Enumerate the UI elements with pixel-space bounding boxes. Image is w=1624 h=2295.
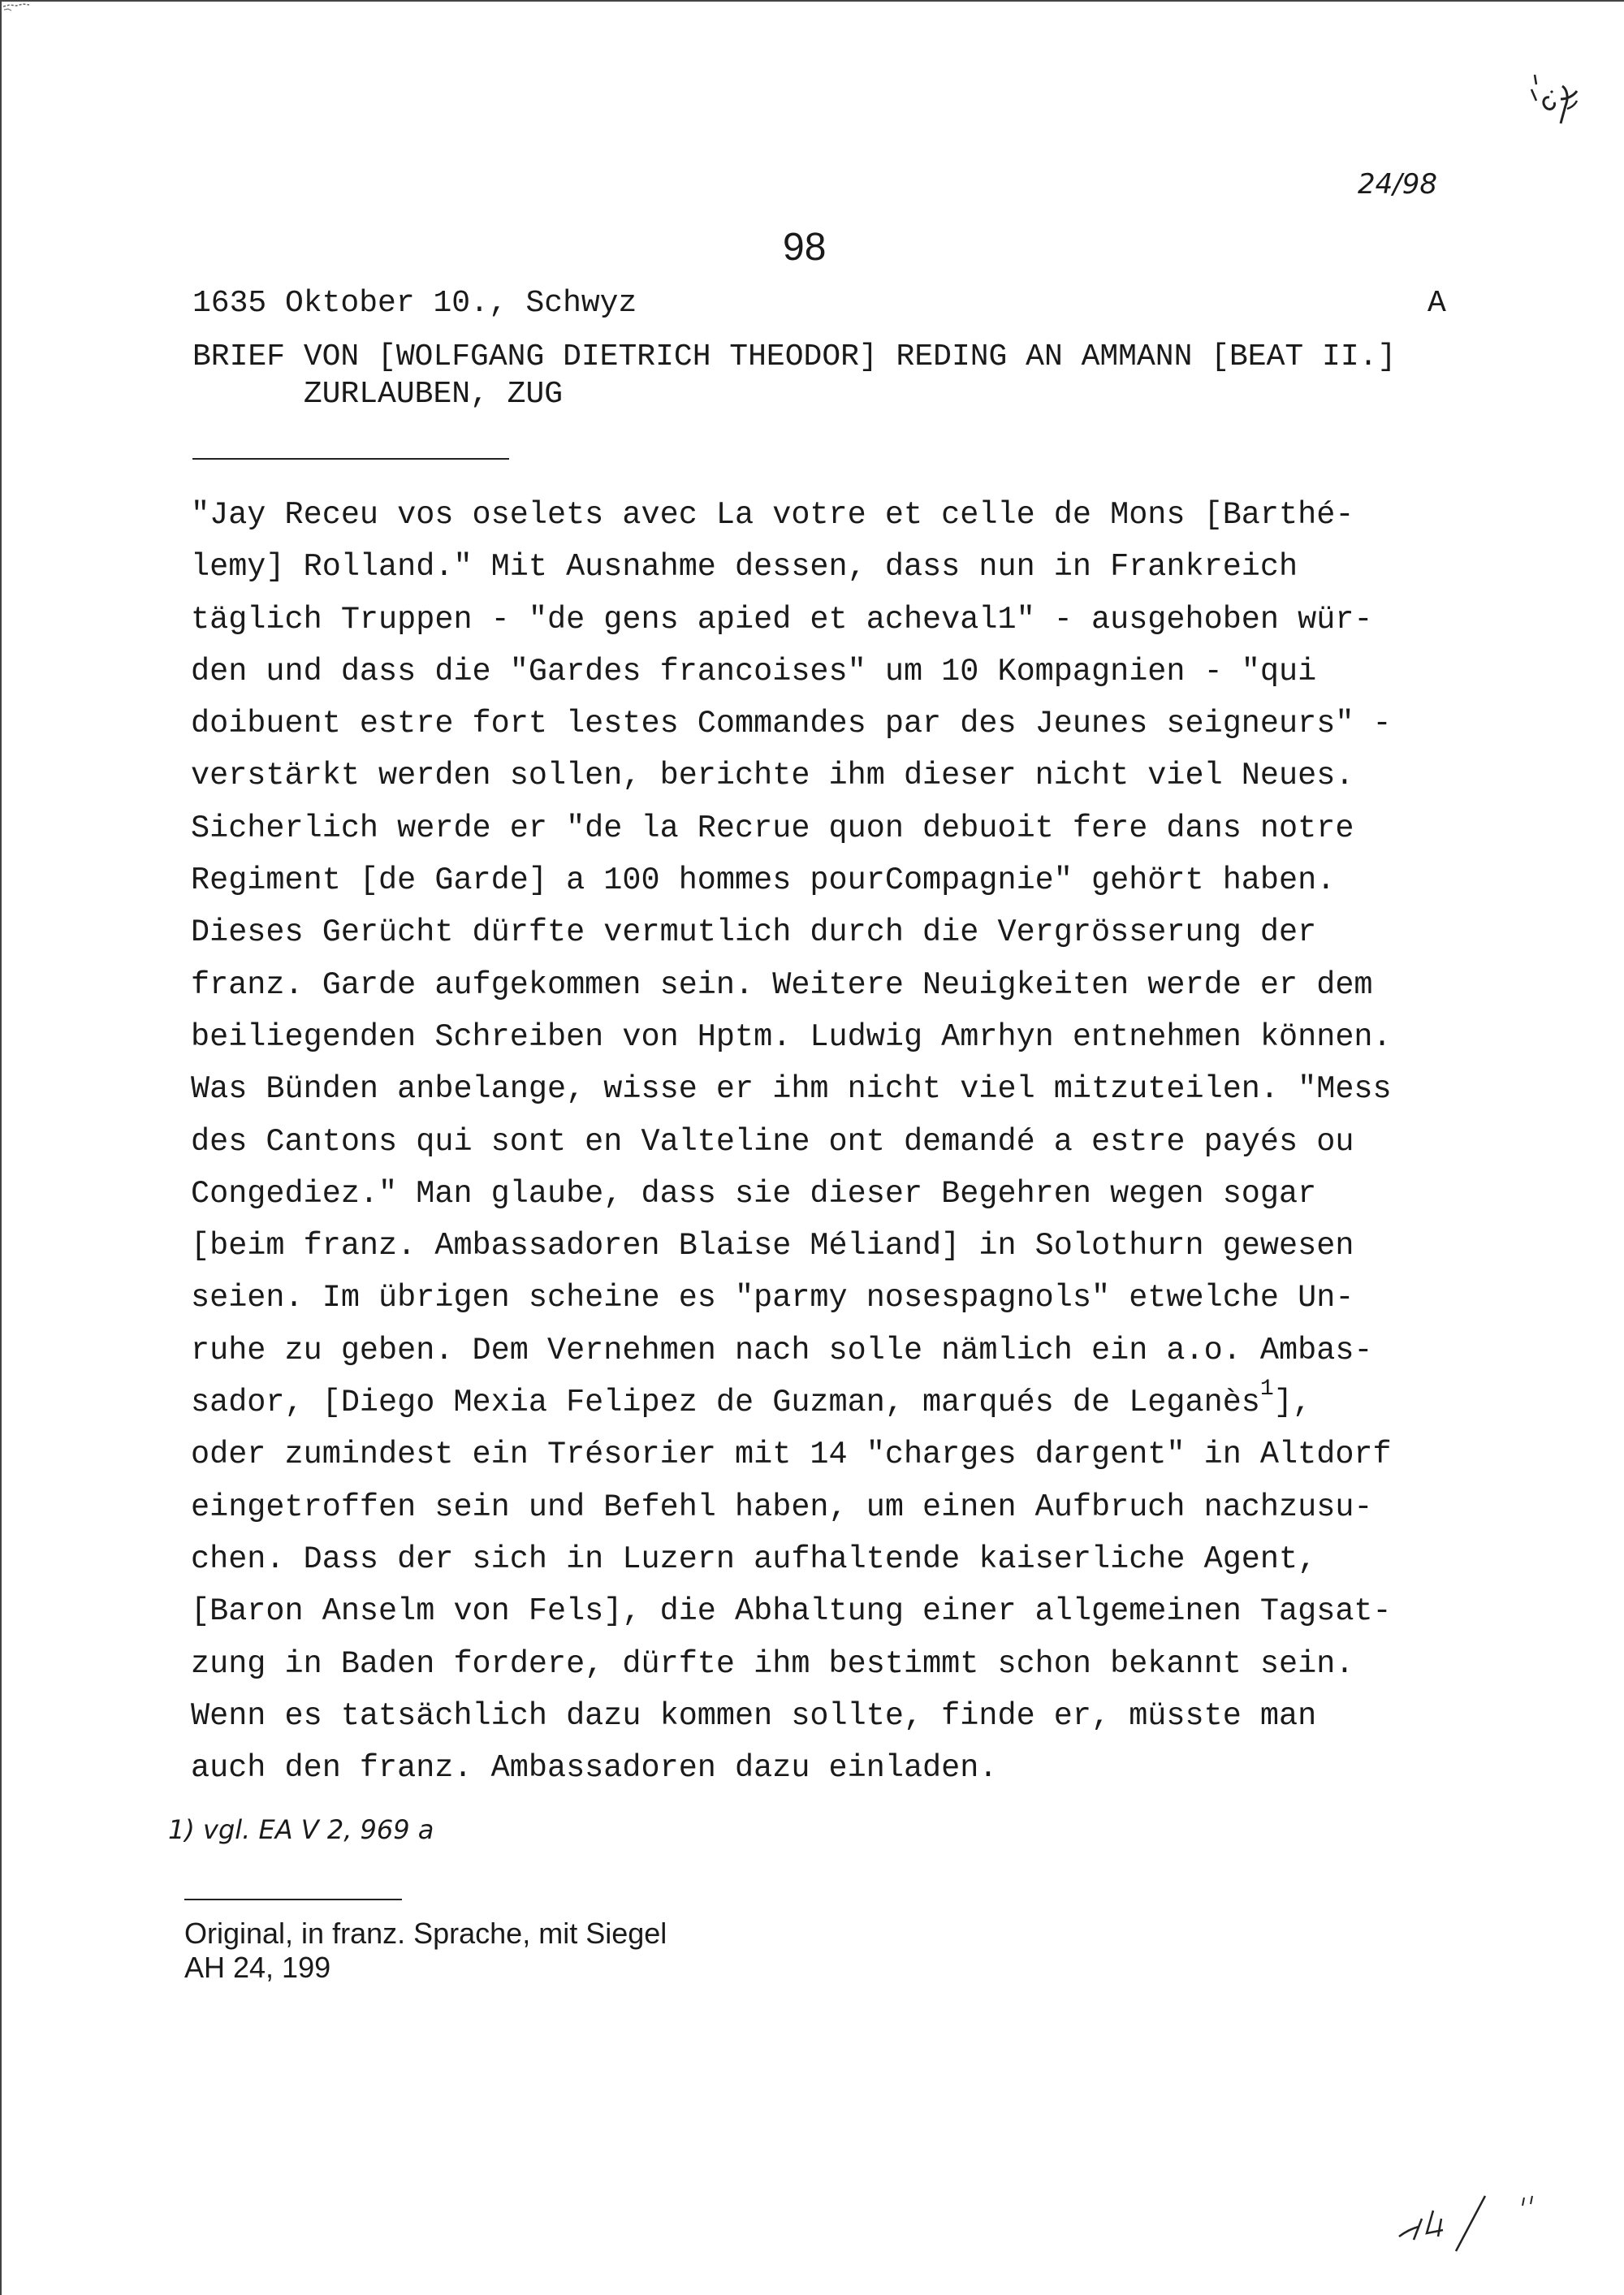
body-line: verstärkt werden sollen, berichte ihm dieser nicht viel Neues.	[191, 758, 1354, 794]
body-line: Was Bünden anbelange, wisse er ihm nicht viel mitzuteilen. "Mess	[191, 1071, 1392, 1108]
body-line: "Jay Receu vos oselets avec La votre et celle de Mons [Barthé-	[191, 497, 1354, 533]
title-line-2: ZURLAUBEN, ZUG	[192, 377, 564, 412]
body-line: täglich Truppen - "de gens apied et acheval1" - ausgehoben wür-	[191, 601, 1373, 638]
letter-summary	[191, 489, 1458, 1794]
body-line: oder zumindest ein Trésorier mit 14 "charges dargent" in Altdorf	[191, 1437, 1392, 1473]
letter-code: A	[1427, 286, 1446, 321]
footnote: 1) vgl. EA V 2, 969 a	[168, 1814, 434, 1845]
handwritten-mark-top	[1520, 67, 1585, 156]
body-line: auch den franz. Ambassadoren dazu einladen.	[191, 1750, 998, 1787]
body-line: Congediez." Man glaube, dass sie dieser Begehren wegen sogar	[191, 1175, 1317, 1212]
archive-reference: 24/98	[1358, 168, 1437, 201]
source-divider	[184, 1899, 402, 1900]
title-divider	[192, 458, 509, 460]
body-line: [Baron Anselm von Fels], die Abhaltung einer allgemeinen Tagsat-	[191, 1593, 1392, 1630]
body-line: den und dass die "Gardes francoises" um 10 Kompagnien - "qui	[191, 653, 1317, 689]
body-line: chen. Dass der sich in Luzern aufhaltende kaiserliche Agent,	[191, 1541, 1317, 1577]
body-line-text: sador, [Diego Mexia Felipez de Guzman, marqués de Leganès	[191, 1385, 1260, 1421]
body-line: eingetroffen sein und Befehl haben, um einen Aufbruch nachzusu-	[191, 1489, 1373, 1525]
body-line: franz. Garde aufgekommen sein. Weitere Neuigkeiten werde er dem	[191, 966, 1373, 1003]
body-line: Sicherlich werde er "de la Recrue quon debuoit fere dans notre	[191, 810, 1354, 846]
body-line: doibuent estre fort lestes Commandes par des Jeunes seigneurs" -	[191, 706, 1392, 742]
title-line-1: BRIEF VON [WOLFGANG DIETRICH THEODOR] REDING AN AMMANN [BEAT II.]	[192, 339, 1397, 374]
body-line: Regiment [de Garde] a 100 hommes pourCompagnie" gehört haben.	[191, 862, 1336, 899]
scan-corner-mark	[2, 2, 50, 26]
body-line-suffix: ],	[1273, 1385, 1311, 1421]
source-line-1: Original, in franz. Sprache, mit Siegel	[184, 1917, 667, 1950]
body-line: Wenn es tatsächlich dazu kommen sollte, finde er, müsste man	[191, 1697, 1317, 1734]
document-number: 98	[783, 226, 827, 269]
source-note	[184, 1917, 667, 1985]
body-line: Dieses Gerücht dürfte vermutlich durch die Vergrösserung der	[191, 914, 1317, 951]
body-line: seien. Im übrigen scheine es "parmy nosespagnols" etwelche Un-	[191, 1280, 1354, 1316]
body-line: beiliegenden Schreiben von Hptm. Ludwig Amrhyn entnehmen können.	[191, 1018, 1392, 1055]
body-line: ruhe zu geben. Dem Vernehmen nach solle nämlich ein a.o. Ambas-	[191, 1332, 1373, 1368]
handwritten-mark-bottom	[1394, 2186, 1557, 2259]
footnote-marker: 1	[1259, 1377, 1274, 1402]
body-line: [beim franz. Ambassadoren Blaise Méliand] in Solothurn gewesen	[191, 1228, 1354, 1264]
body-line: zung in Baden fordere, dürfte ihm bestimmt schon bekannt sein.	[191, 1645, 1354, 1682]
letter-title	[192, 339, 1396, 413]
source-line-2: AH 24, 199	[184, 1951, 331, 1984]
date-place: 1635 Oktober 10., Schwyz	[192, 286, 637, 321]
body-line: lemy] Rolland." Mit Ausnahme dessen, dass nun in Frankreich	[191, 549, 1298, 586]
body-line-with-footnote	[191, 1377, 1458, 1428]
body-line: des Cantons qui sont en Valteline ont demandé a estre payés ou	[191, 1123, 1354, 1160]
